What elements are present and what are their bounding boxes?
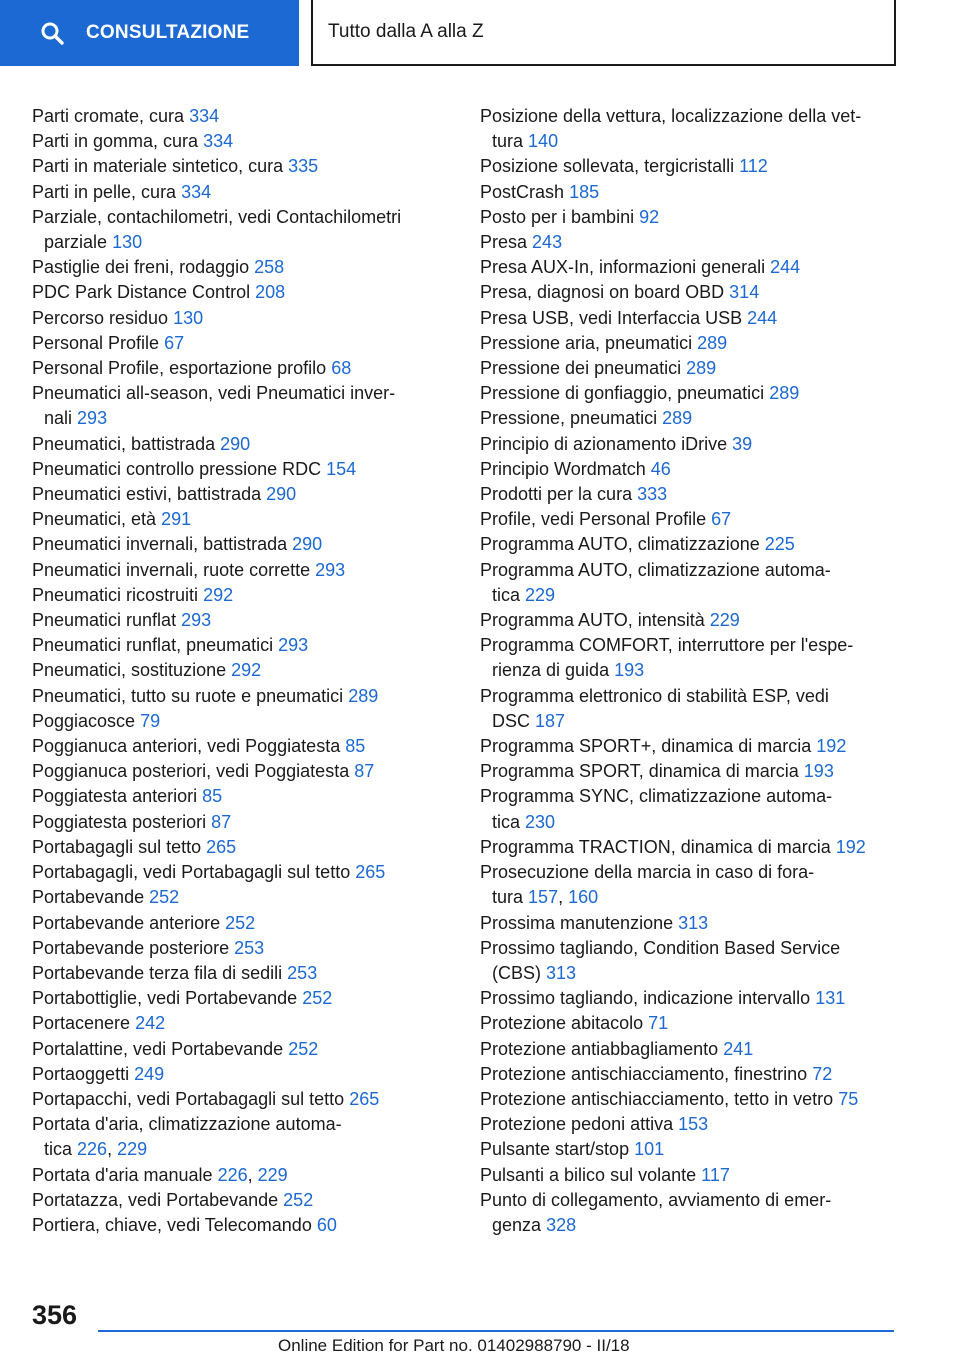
index-entry [32, 784, 432, 809]
topic-tab[interactable] [311, 0, 896, 66]
index-entry [480, 1062, 920, 1087]
index-entry-text: Pneumatici, battistrada [32, 433, 216, 454]
page-link[interactable]: 154 [326, 458, 357, 479]
index-entry-continuation-text: tura [492, 887, 524, 908]
index-entry-continuation-text: (CBS) [492, 962, 541, 983]
page-link[interactable]: 87 [354, 761, 375, 782]
index-entry-text: Percorso residuo [32, 307, 169, 328]
index-entry-continuation [32, 230, 432, 255]
page-link[interactable]: 72 [812, 1063, 833, 1084]
page-link[interactable]: 229 [525, 584, 556, 605]
page-link[interactable]: 130 [112, 232, 143, 253]
index-entry-text: Portabagagli sul tetto [32, 836, 202, 857]
page-link[interactable]: 46 [650, 458, 671, 479]
page-separator: , [247, 1164, 253, 1185]
index-entry [480, 936, 920, 986]
page-link[interactable]: 101 [634, 1139, 665, 1160]
index-entry [480, 860, 920, 910]
footer-divider [98, 1330, 894, 1332]
index-entry-text: Portabagagli, vedi Portabagagli sul tetto [32, 862, 351, 883]
index-entry [480, 835, 920, 860]
page-link[interactable]: 112 [739, 156, 768, 177]
index-entry [32, 986, 432, 1011]
index-entry [32, 583, 432, 608]
index-entry-text: Punto di collegamento, avviamento di emer‐ [480, 1189, 832, 1210]
page-link[interactable]: 131 [815, 988, 846, 1009]
index-entry [32, 810, 432, 835]
index-entry [480, 532, 920, 557]
page-link[interactable]: 335 [288, 156, 319, 177]
page-link[interactable]: 334 [181, 181, 212, 202]
page-link[interactable]: 117 [701, 1164, 730, 1185]
index-entry-continuation-text: genza [492, 1214, 542, 1235]
index-entry-continuation [32, 1137, 432, 1162]
page-link[interactable]: 244 [770, 257, 801, 278]
index-entry-continuation [32, 406, 432, 431]
index-entry [480, 154, 920, 179]
index-entry-text: Portabevande anteriore [32, 912, 221, 933]
page-link[interactable]: 265 [355, 862, 386, 883]
page-link[interactable]: 290 [220, 433, 251, 454]
index-entry [480, 306, 920, 331]
index-entry-text: Pneumatici estivi, battistrada [32, 484, 262, 505]
index-entry-text: Portata d'aria manuale [32, 1164, 213, 1185]
page-link[interactable]: 226 [77, 1139, 108, 1160]
page-link[interactable]: 243 [532, 232, 563, 253]
index-entry [480, 986, 920, 1011]
page-link[interactable]: 314 [729, 282, 760, 303]
page-link[interactable]: 253 [287, 962, 318, 983]
index-entry [32, 558, 432, 583]
index-entry-text: Pneumatici invernali, battistrada [32, 534, 288, 555]
index-entry-continuation-text: parziale [44, 232, 108, 253]
index-entry [480, 558, 920, 608]
index-entry-text: Personal Profile [32, 332, 160, 353]
page-link[interactable]: 313 [678, 912, 709, 933]
index-entry-text: Prossimo tagliando, Condition Based Service [480, 937, 841, 958]
index-entry-text: Posizione sollevata, tergicristalli [480, 156, 735, 177]
index-entry [32, 381, 432, 431]
page-link[interactable]: 290 [266, 484, 297, 505]
index-entry-text: Prossimo tagliando, indicazione intervallo [480, 988, 811, 1009]
page-link[interactable]: 289 [697, 332, 728, 353]
index-entry-text: Pneumatici all-season, vedi Pneumatici inver‐ [32, 383, 396, 404]
page-link[interactable]: 71 [648, 1013, 669, 1034]
index-entry-text: Prossima manutenzione [480, 912, 674, 933]
index-entry [32, 961, 432, 986]
page-link[interactable]: 153 [678, 1114, 709, 1135]
index-entry-text: Portatazza, vedi Portabevande [32, 1189, 279, 1210]
page-link[interactable]: 293 [278, 635, 309, 656]
page-link[interactable]: 252 [288, 1038, 319, 1059]
header [0, 0, 960, 66]
index-entry-text: Pastiglie dei freni, rodaggio [32, 257, 250, 278]
index-entry-continuation-text: nali [44, 408, 73, 429]
index-entry-text: Pneumatici, età [32, 509, 157, 530]
page-link[interactable]: 226 [217, 1164, 248, 1185]
index-entry [480, 331, 920, 356]
page-link[interactable]: 242 [135, 1013, 166, 1034]
index-entry [480, 1087, 920, 1112]
index-entry [480, 1112, 920, 1137]
page-link[interactable]: 290 [292, 534, 323, 555]
index-entry [32, 759, 432, 784]
index-entry [32, 1011, 432, 1036]
consultazione-label: CONSULTAZIONE [86, 22, 250, 43]
index-entry [480, 180, 920, 205]
search-icon [40, 21, 64, 45]
index-entry-text: Programma AUTO, climatizzazione automa‐ [480, 559, 831, 580]
index-column-right [480, 104, 920, 1238]
page-link[interactable]: 265 [349, 1088, 380, 1109]
page-link[interactable]: 252 [283, 1189, 314, 1210]
page-link[interactable]: 293 [181, 610, 212, 631]
index-entry [480, 684, 920, 734]
page-link[interactable]: 187 [535, 710, 566, 731]
index-entry-text: Prosecuzione della marcia in caso di fora‐ [480, 862, 815, 883]
index-entry [480, 759, 920, 784]
index-entry-text: Programma AUTO, climatizzazione [480, 534, 760, 555]
index-entry [480, 507, 920, 532]
page-link[interactable]: 252 [149, 887, 180, 908]
page-link[interactable]: 208 [255, 282, 286, 303]
index-entry-text: Programma elettronico di stabilità ESP, vedi [480, 685, 829, 706]
page-link[interactable]: 60 [316, 1214, 337, 1235]
index-entry-text: Pressione dei pneumatici [480, 358, 682, 379]
index-entry [480, 457, 920, 482]
index-entry-text: Parti in materiale sintetico, cura [32, 156, 284, 177]
page-link[interactable]: 334 [189, 106, 220, 126]
index-entry-text: Portabevande posteriore [32, 937, 230, 958]
page-link[interactable]: 258 [254, 257, 285, 278]
index-entry-text: PDC Park Distance Control [32, 282, 251, 303]
index-entry-text: Pressione di gonfiaggio, pneumatici [480, 383, 765, 404]
index-entry [32, 633, 432, 658]
index-entry [32, 1163, 432, 1188]
index-entry [32, 306, 432, 331]
page-link[interactable]: 67 [164, 332, 185, 353]
index-entry-text: Protezione pedoni attiva [480, 1114, 674, 1135]
page-link[interactable]: 39 [732, 433, 753, 454]
page-link[interactable]: 244 [747, 307, 778, 328]
index-entry-text: Portapacchi, vedi Portabagagli sul tetto [32, 1088, 345, 1109]
index-entry [480, 734, 920, 759]
index-entry-text: Poggianuca anteriori, vedi Poggiatesta [32, 736, 341, 757]
index-entry [480, 406, 920, 431]
index-entry-text: Pressione, pneumatici [480, 408, 658, 429]
index-entry-text: Portiera, chiave, vedi Telecomando [32, 1214, 312, 1235]
index-entry [32, 205, 432, 255]
index-entry [480, 205, 920, 230]
index-column-left [32, 104, 432, 1238]
index-entry [480, 482, 920, 507]
index-entry-continuation [480, 1213, 920, 1238]
index-entry-text: Parti in gomma, cura [32, 131, 199, 152]
index-entry [480, 280, 920, 305]
index-entry [32, 1112, 432, 1162]
page-link[interactable]: 225 [764, 534, 795, 555]
index-entry [32, 280, 432, 305]
index-entry [480, 911, 920, 936]
index-entry-text: Portata d'aria, climatizzazione automa‐ [32, 1114, 342, 1135]
index-entry [32, 255, 432, 280]
index-entry [32, 1213, 432, 1238]
index-entry [32, 734, 432, 759]
page-number: 356 [32, 1300, 78, 1330]
index-entry-continuation [480, 810, 920, 835]
index-entry-text: Principio di azionamento iDrive [480, 433, 728, 454]
index-entry [32, 1037, 432, 1062]
index-entry-text: Pressione aria, pneumatici [480, 332, 693, 353]
index-entry-text: Protezione abitacolo [480, 1013, 644, 1034]
index-entry-continuation-text: tica [492, 811, 521, 832]
index-entry-text: Pulsanti a bilico sul volante [480, 1164, 697, 1185]
page-link[interactable]: 289 [769, 383, 800, 404]
index-entry-text: Principio Wordmatch [480, 458, 646, 479]
page-link[interactable]: 229 [709, 610, 740, 631]
index-entry-text: Protezione antiabbagliamento [480, 1038, 719, 1059]
page-link[interactable]: 67 [711, 509, 732, 530]
page-link[interactable]: 92 [639, 206, 660, 227]
index-entry-continuation [480, 658, 920, 683]
index-entry [32, 457, 432, 482]
index-entry-text: Parti in pelle, cura [32, 181, 177, 202]
index-entry [480, 381, 920, 406]
page-link[interactable]: 85 [345, 736, 366, 757]
index-entry-continuation [480, 961, 920, 986]
page-separator: , [107, 1139, 113, 1160]
index-entry-continuation [480, 709, 920, 734]
index-entry [32, 129, 432, 154]
index-entry [32, 154, 432, 179]
page-link[interactable]: 192 [816, 736, 847, 757]
page-link[interactable]: 265 [206, 836, 237, 857]
index-entry-text: Parziale, contachilometri, vedi Contachilometri [32, 206, 402, 227]
index-entry [480, 1037, 920, 1062]
page-link[interactable]: 249 [134, 1063, 165, 1084]
index-entry-text: Portabevande [32, 887, 145, 908]
index-entry-text: Portaoggetti [32, 1063, 130, 1084]
page-link[interactable]: 192 [835, 836, 866, 857]
index-entry-text: Protezione antischiacciamento, finestrino [480, 1063, 808, 1084]
page-link[interactable]: 85 [202, 786, 223, 807]
index-entry-text: Profile, vedi Personal Profile [480, 509, 707, 530]
index-entry [32, 860, 432, 885]
index-entry [480, 255, 920, 280]
index-entry-text: Portacenere [32, 1013, 131, 1034]
consultazione-tab[interactable] [0, 0, 299, 66]
index-entry [480, 608, 920, 633]
page-link[interactable]: 193 [803, 761, 834, 782]
page-link[interactable]: 229 [257, 1164, 288, 1185]
index-entry [32, 1062, 432, 1087]
page-link[interactable]: 157 [528, 887, 559, 908]
index-entry-text: Programma SYNC, climatizzazione automa‐ [480, 786, 833, 807]
index-entry-text: Pneumatici ricostruiti [32, 584, 199, 605]
index-entry-text: Personal Profile, esportazione profilo [32, 358, 327, 379]
index-entry [32, 331, 432, 356]
index-entry-text: Pneumatici, sostituzione [32, 660, 227, 681]
index-entry [480, 356, 920, 381]
index-entry-text: Pneumatici controllo pressione RDC [32, 458, 322, 479]
index-entry-text: Posizione della vettura, localizzazione della vet‐ [480, 106, 862, 126]
index-entry [32, 835, 432, 860]
index-entry-text: Pneumatici invernali, ruote corrette [32, 559, 311, 580]
page-link[interactable]: 334 [203, 131, 234, 152]
page-link[interactable]: 313 [546, 962, 577, 983]
page-link[interactable]: 293 [315, 559, 346, 580]
index-entry [32, 180, 432, 205]
page-link[interactable]: 160 [568, 887, 599, 908]
page-link[interactable]: 185 [569, 181, 600, 202]
page-link[interactable]: 289 [686, 358, 717, 379]
footer-edition: Online Edition for Part no. 01402988790 - II/18 [278, 1336, 630, 1355]
index-entry [480, 104, 920, 154]
index-entry-text: Poggiatesta anteriori [32, 786, 198, 807]
index-entry-text: Posto per i bambini [480, 206, 635, 227]
index-entry-continuation-text: DSC [492, 710, 531, 731]
index-entry-continuation-text: tura [492, 131, 524, 152]
index-entry-continuation-text: tica [492, 584, 521, 605]
index-entry [480, 1137, 920, 1162]
page-link[interactable]: 291 [161, 509, 192, 530]
page-link[interactable]: 289 [348, 685, 379, 706]
page-link[interactable]: 333 [637, 484, 668, 505]
index-entry [32, 104, 432, 129]
index-entry [480, 432, 920, 457]
page-link[interactable]: 292 [231, 660, 262, 681]
index-entry [32, 1188, 432, 1213]
index-entry [480, 633, 920, 683]
page-link[interactable]: 292 [203, 584, 234, 605]
index-entry-text: Presa [480, 232, 528, 253]
page-link[interactable]: 79 [140, 710, 161, 731]
index-entry-text: Programma COMFORT, interruttore per l'espe‐ [480, 635, 854, 656]
index-entry-text: Pneumatici, tutto su ruote e pneumatici [32, 685, 344, 706]
index-entry [32, 608, 432, 633]
topic-label: Tutto dalla A alla Z [328, 21, 484, 42]
index-entry [32, 911, 432, 936]
page-link[interactable]: 193 [614, 660, 645, 681]
index-entry-text: Portalattine, vedi Portabevande [32, 1038, 284, 1059]
index-entry-text: Programma SPORT, dinamica di marcia [480, 761, 799, 782]
index-entry [480, 1163, 920, 1188]
index-entry [32, 432, 432, 457]
index-entry [480, 230, 920, 255]
index-entry [32, 1087, 432, 1112]
index-entry-text: Programma SPORT+, dinamica di marcia [480, 736, 812, 757]
page-link[interactable]: 328 [546, 1214, 577, 1235]
page-link[interactable]: 230 [525, 811, 556, 832]
index-entry-text: Protezione antischiacciamento, tetto in vetro [480, 1088, 834, 1109]
page-link[interactable]: 140 [528, 131, 559, 152]
index-entry [32, 684, 432, 709]
page-link[interactable]: 130 [173, 307, 204, 328]
index-entry [32, 532, 432, 557]
page-link[interactable]: 252 [302, 988, 333, 1009]
page-link[interactable]: 241 [723, 1038, 754, 1059]
index-entry-continuation-text: tica [44, 1139, 73, 1160]
index-entry-text: Pneumatici runflat, pneumatici [32, 635, 274, 656]
index-entry-text: Presa, diagnosi on board OBD [480, 282, 725, 303]
index-entry [32, 885, 432, 910]
index-entry [480, 784, 920, 834]
index-entry [32, 356, 432, 381]
page-link[interactable]: 289 [662, 408, 693, 429]
page-link[interactable]: 293 [77, 408, 108, 429]
page-link[interactable]: 229 [117, 1139, 148, 1160]
index-entry-text: Poggianuca posteriori, vedi Poggiatesta [32, 761, 350, 782]
index-entry-text: Portabevande terza fila di sedili [32, 962, 283, 983]
index-entry [32, 936, 432, 961]
index-entry-continuation [480, 885, 920, 910]
index-entry-text: Portabottiglie, vedi Portabevande [32, 988, 298, 1009]
index-entry-text: Pneumatici runflat [32, 610, 177, 631]
index-entry-text: PostCrash [480, 181, 565, 202]
page-separator: , [558, 887, 564, 908]
index-entry-text: Presa USB, vedi Interfaccia USB [480, 307, 743, 328]
index-entry [480, 1011, 920, 1036]
index-entry [32, 709, 432, 734]
index-entry-text: Parti cromate, cura [32, 106, 185, 126]
index-entry [480, 1188, 920, 1238]
index-entry-text: Pulsante start/stop [480, 1139, 630, 1160]
page-link[interactable]: 252 [225, 912, 256, 933]
index-entry-continuation-text: rienza di guida [492, 660, 610, 681]
index-entry-continuation [480, 583, 920, 608]
page-link[interactable]: 75 [838, 1088, 859, 1109]
index-entry-text: Programma TRACTION, dinamica di marcia [480, 836, 831, 857]
page-link[interactable]: 87 [211, 811, 232, 832]
index-entry [32, 482, 432, 507]
index-entry-text: Prodotti per la cura [480, 484, 633, 505]
index-entry [32, 658, 432, 683]
page-link[interactable]: 68 [331, 358, 352, 379]
index-entry-text: Presa AUX-In, informazioni generali [480, 257, 766, 278]
index-entry [32, 507, 432, 532]
index-entry-text: Poggiacosce [32, 710, 136, 731]
index-entry-continuation [480, 129, 920, 154]
index-entry-text: Poggiatesta posteriori [32, 811, 207, 832]
index-entry-text: Programma AUTO, intensità [480, 610, 705, 631]
page-link[interactable]: 253 [234, 937, 265, 958]
